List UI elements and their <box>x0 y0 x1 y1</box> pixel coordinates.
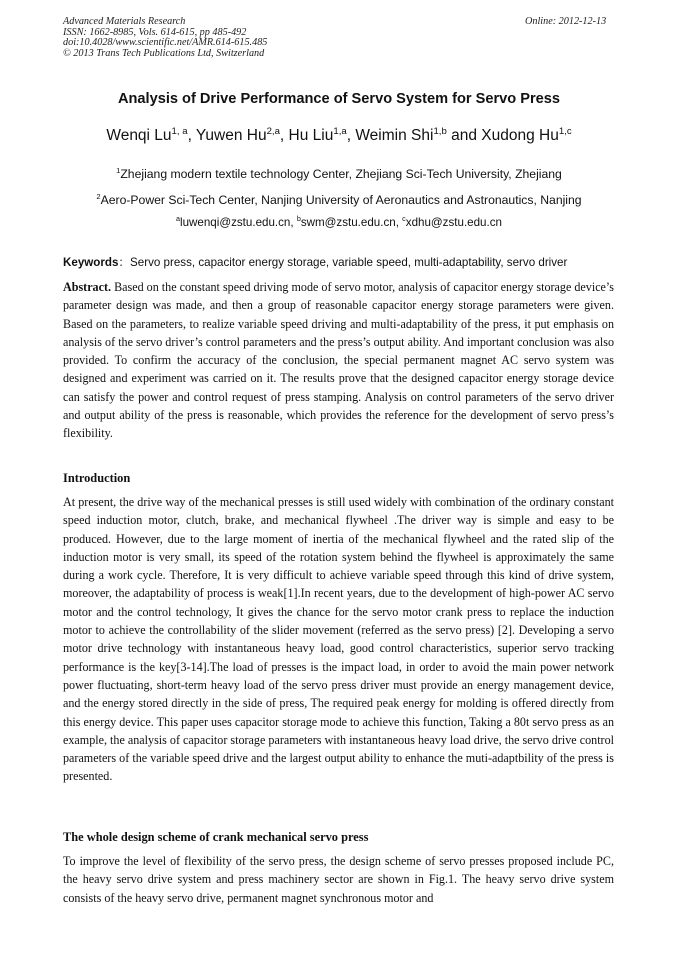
affiliation-text: Zhejiang modern textile technology Center, Zhejiang Sci-Tech University, Zhejiang <box>120 167 562 181</box>
author-affiliation-marker: 2,a <box>266 125 280 137</box>
author-affiliation-marker: 1,c <box>558 125 572 137</box>
copyright-line: © 2013 Trans Tech Publications Ltd, Switzerland <box>63 47 265 59</box>
journal-name: Advanced Materials Research <box>63 16 186 27</box>
abstract-paragraph <box>63 278 614 443</box>
author-separator: , <box>187 127 196 144</box>
affiliation-marker: 1 <box>116 165 121 175</box>
author-name: Wenqi Lu <box>106 127 172 144</box>
author-name: Xudong Hu <box>481 127 559 144</box>
issn-line: ISSN: 1662-8985, Vols. 614-615, pp 485-492 <box>63 26 247 38</box>
online-date: Online: 2012-12-13 <box>525 16 607 27</box>
design-scheme-heading: The whole design scheme of crank mechanical servo press <box>63 830 369 844</box>
introduction-heading: Introduction <box>63 471 131 485</box>
email-address: xdhu@zstu.edu.cn <box>405 216 502 229</box>
author-emails <box>0 216 678 229</box>
email-address: swm@zstu.edu.cn, <box>300 216 403 229</box>
design-scheme-paragraph: To improve the level of flexibility of the servo press, the design scheme of servo presses proposed include PC, the heavy servo drive system and press machinery sector are shown in Fig.1. The heavy servo drive system consists of the heavy servo drive, permanent magnet synchronous motor and <box>63 854 614 905</box>
email-address: luwenqi@zstu.edu.cn, <box>180 216 297 229</box>
paper-title: Analysis of Drive Performance of Servo System for Servo Press <box>117 91 561 107</box>
keywords-separator: ： <box>118 256 131 269</box>
doi-line: doi:10.4028/www.scientific.net/AMR.614-615.485 <box>63 37 268 49</box>
email-marker: b <box>296 214 301 224</box>
email-marker: c <box>402 214 406 224</box>
affiliation-text: Aero-Power Sci-Tech Center, Nanjing University of Aeronautics and Astronautics, Nanjing <box>100 193 582 207</box>
author-affiliation-marker: 1,b <box>433 125 447 137</box>
abstract-text: Based on the constant speed driving mode of servo motor, analysis of capacitor energy storage device’s parameter design was made, and then a group of reasonable capacitor energy storage parameters were given. Based on the parameters, to realize variable speed driving and multi-adaptability of the press, it put emphasis on analysis of the servo driver’s control parameters and the press’s output ability. And important conclusion was also provided. To confirm the accuracy of the conclusion, the special permanent magnet AC servo system was designed and experiment was carried on it. The results prove that the designed capacitor energy storage device can satisfy the power and control request of press stamping. Analysis on control parameters of the servo driver and output ability of the press is reasonable, which provides the reference for the development of servo press’s flexibility. <box>63 280 614 441</box>
abstract-label: Abstract. <box>63 280 112 294</box>
author-name: Weimin Shi <box>355 127 434 144</box>
affiliation-2 <box>0 193 678 207</box>
author-separator: and <box>446 127 482 144</box>
affiliation-marker: 2 <box>96 191 101 201</box>
email-marker: a <box>176 214 180 224</box>
author-separator: , <box>346 127 356 144</box>
author-affiliation-marker: 1,a <box>333 125 347 137</box>
author-affiliation-marker: 1, a <box>171 125 188 137</box>
author-name: Hu Liu <box>288 127 334 144</box>
author-name: Yuwen Hu <box>195 127 267 144</box>
author-separator: , <box>279 127 289 144</box>
author-list <box>0 127 678 145</box>
introduction-paragraph: At present, the drive way of the mechanical presses is still used widely with combination of the ordinary constant speed induction motor, clutch, brake, and mechanical flywheel .The driver way is simple and easy to be produced. However, due to the large moment of inertia of the mechanical flywheel and the rated slip of the induction motor is very small, its speed of the rotation system behind the flywheel is approximately the same during a work cycle. Therefore, It is very difficult to achieve variable speed through this kind of drive system, moreover, the adaptability of process is weak[1].In recent years, due to the development of high-power AC servo motor and the control technology, It gives the chance for the servo motor crank press to replace the induction motor to achieve the controllability of the slider movement (referred as the servo press) [2]. Developing a servo motor drive technology with instantaneous heavy load, good control characteristics, superior servo tracking performance is the key[3-14].The load of presses is the impact load, in order to avoid the main power network power fluctuating, short-term heavy load of the servo press driver must provide an energy management device, and the energy stored directly in the side of press, The required peak energy for molding is offered directly from this energy device. This paper uses capacitor storage mode to achieve this function, Taking a 80t servo press as an example, the analysis of capacitor storage parameters with instantaneous heavy load drive, the servo drive control parameters of the variable speed drive and the largest output ability to enhance the muti-adaptbility of the press is presented. <box>63 495 614 784</box>
keywords-label: Keywords <box>63 256 119 269</box>
journal-header <box>63 17 267 59</box>
keywords-text: Servo press, capacitor energy storage, variable speed, multi-adaptability, servo driver <box>130 256 568 269</box>
keywords-line <box>63 254 623 270</box>
affiliation-1 <box>0 167 678 181</box>
